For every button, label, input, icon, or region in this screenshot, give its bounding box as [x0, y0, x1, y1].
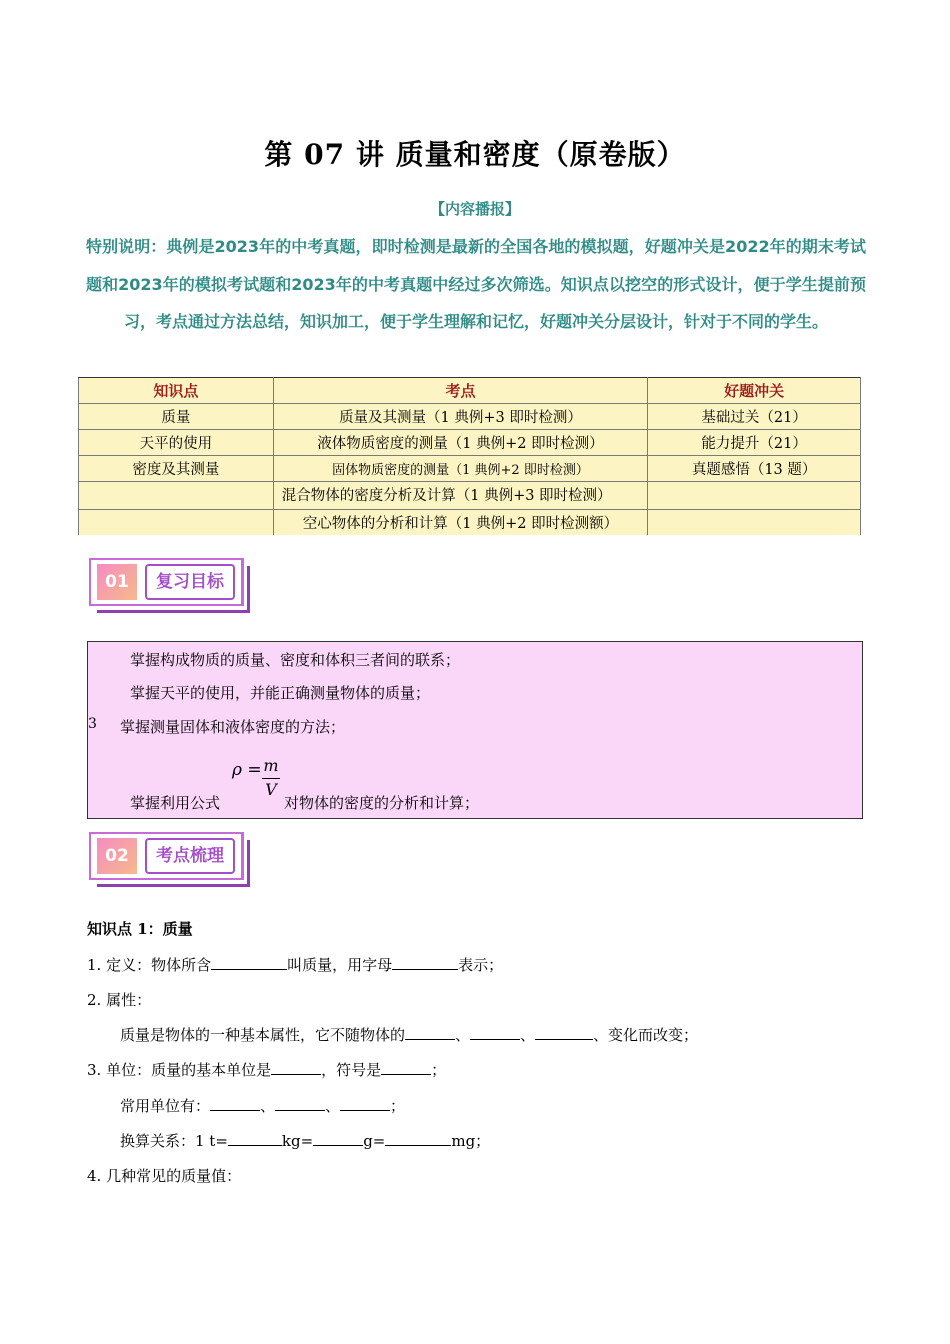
table-cell	[79, 482, 274, 510]
fill-blank[interactable]	[271, 1060, 321, 1075]
review-goals-box	[87, 641, 863, 819]
section-label: 考点梳理	[145, 838, 235, 874]
special-note: 特别说明：典例是2023年的中考真题，即时检测是最新的全国各地的模拟题，好题冲关是2022年的期末考试题和2023年的模拟考试题和2023年的中考真题中经过多次筛选。知识点以挖空的形式设计，便于学生提前预习，考点通过方法总结，知识加工，便于学生理解和记忆，好题冲关分层设计，针对于不同的学生。	[86, 237, 866, 331]
common-masses-heading: 4. 几种常见的质量值：	[87, 1167, 242, 1185]
table-cell: 天平的使用	[79, 430, 274, 456]
goal-item-4-prefix: 掌握利用公式	[130, 794, 221, 812]
fill-blank[interactable]	[210, 1096, 260, 1111]
table-cell: 质量	[79, 404, 274, 430]
density-formula	[232, 756, 279, 799]
table-cell	[648, 482, 861, 510]
formula-numerator: m	[263, 756, 279, 775]
table-cell	[648, 510, 861, 536]
section-badge-exam-points	[85, 830, 265, 886]
table-header-row	[79, 378, 861, 404]
fill-blank[interactable]	[211, 955, 287, 970]
section-badge-review-goals	[85, 556, 265, 612]
goal-item-4-suffix: 对物体的密度的分析和计算；	[284, 794, 480, 812]
conversion-line: 换算关系：1 t= kg= g= mg；	[120, 1132, 491, 1150]
overview-table	[78, 377, 861, 535]
fill-blank[interactable]	[228, 1131, 282, 1146]
definition-line: 1. 定义：物体所含 叫质量，用字母 表示；	[87, 956, 504, 974]
table-cell: 空心物体的分析和计算（1 典例+2 即时检测额）	[273, 510, 647, 536]
table-row	[79, 404, 861, 430]
section-number: 02	[97, 838, 137, 874]
fill-blank[interactable]	[275, 1096, 325, 1111]
unit-line: 3. 单位：质量的基本单位是 ，符号是 ；	[87, 1061, 447, 1079]
broadcast-label: 【内容播报】	[429, 200, 520, 218]
table-cell: 液体物质密度的测量（1 典例+2 即时检测）	[273, 430, 647, 456]
table-cell: 能力提升（21）	[648, 430, 861, 456]
table-row	[79, 456, 861, 482]
section-number: 01	[97, 564, 137, 600]
header-practice: 好题冲关	[648, 378, 861, 404]
fill-blank[interactable]	[470, 1025, 520, 1040]
page-title: 第 07 讲 质量和密度（原卷版）	[264, 138, 686, 171]
fill-blank[interactable]	[381, 1060, 431, 1075]
table-cell	[79, 510, 274, 536]
formula-denominator: V	[265, 780, 277, 799]
common-units-line: 常用单位有： 、 、 ；	[120, 1097, 406, 1115]
section-label: 复习目标	[145, 564, 235, 600]
property-heading: 2. 属性：	[87, 991, 152, 1009]
table-cell: 混合物体的密度分析及计算（1 典例+3 即时检测）	[273, 482, 647, 510]
fill-blank[interactable]	[392, 955, 458, 970]
header-knowledge: 知识点	[79, 378, 274, 404]
table-row	[79, 510, 861, 536]
table-cell: 密度及其测量	[79, 456, 274, 482]
table-row	[79, 482, 861, 510]
table-cell: 真题感悟（13 题）	[648, 456, 861, 482]
table-cell: 质量及其测量（1 典例+3 即时检测）	[273, 404, 647, 430]
fill-blank[interactable]	[313, 1131, 363, 1146]
fill-blank[interactable]	[405, 1025, 455, 1040]
table-cell: 基础过关（21）	[648, 404, 861, 430]
table-row	[79, 430, 861, 456]
property-line: 质量是物体的一种基本属性，它不随物体的 、 、 、变化而改变；	[120, 1026, 699, 1044]
fill-blank[interactable]	[535, 1025, 593, 1040]
fraction-bar	[262, 778, 280, 779]
fill-blank[interactable]	[340, 1096, 390, 1111]
goal-item-1: 掌握构成物质的质量、密度和体积三者间的联系；	[130, 651, 461, 669]
table-cell: 固体物质密度的测量（1 典例+2 即时检测）	[273, 456, 647, 482]
goal-item-2: 掌握天平的使用，并能正确测量物体的质量；	[130, 684, 431, 702]
header-exam-point: 考点	[273, 378, 647, 404]
formula-lhs: ρ =	[232, 760, 262, 780]
fill-blank[interactable]	[385, 1131, 451, 1146]
goal-item-3-number: 3	[88, 716, 97, 732]
knowledge-point-title: 知识点 1：质量	[87, 920, 193, 938]
goal-item-3: 掌握测量固体和液体密度的方法；	[120, 718, 346, 736]
